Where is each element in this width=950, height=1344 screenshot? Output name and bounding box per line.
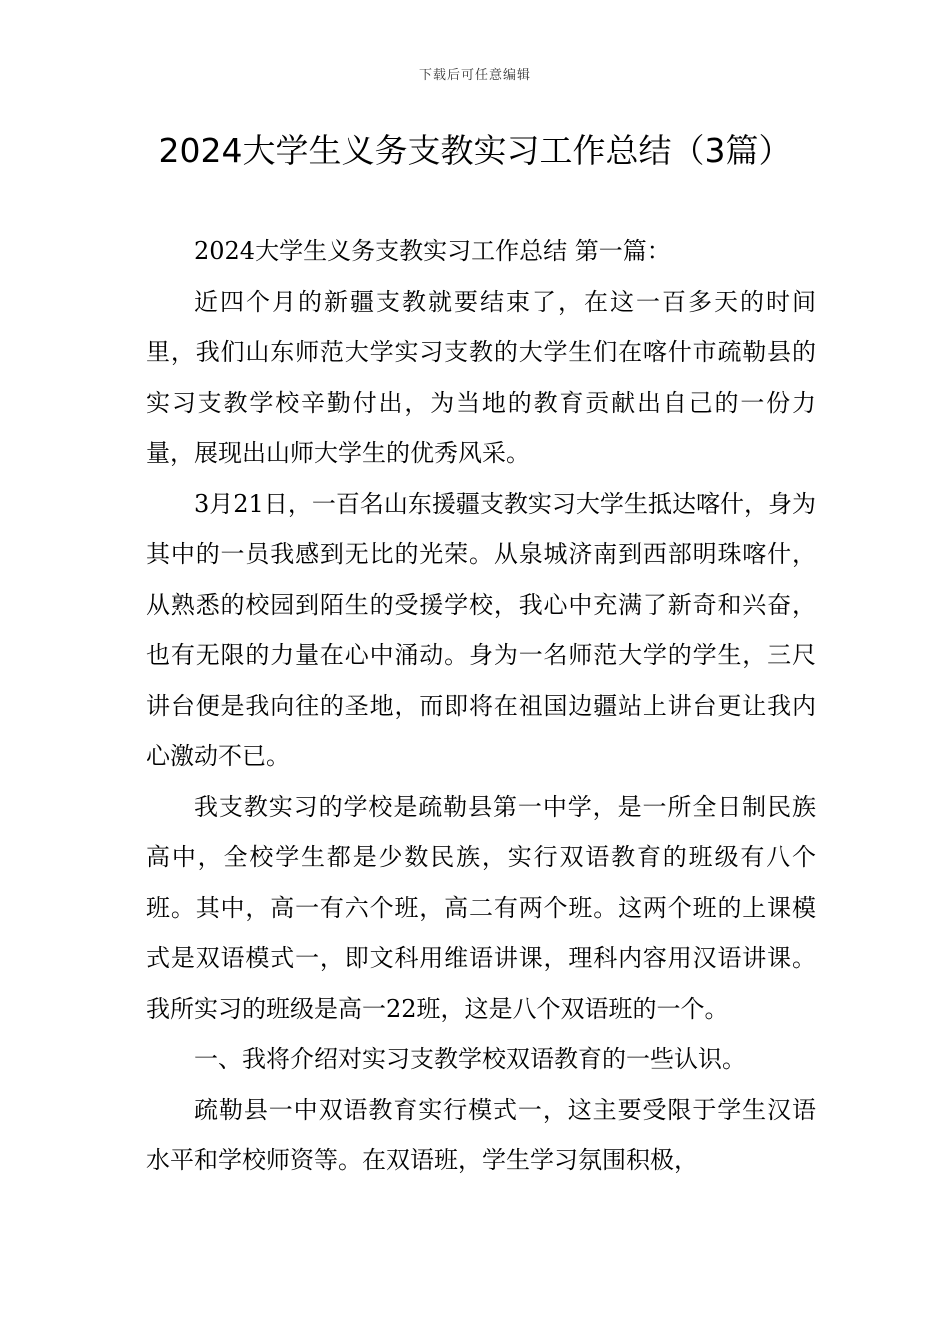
paragraph: 疏勒县一中双语教育实行模式一，这主要受限于学生汉语水平和学校师资等。在双语班，学生学习氛围积极， [146, 1095, 816, 1174]
paragraph: 近四个月的新疆支教就要结束了，在这一百多天的时间里，我们山东师范大学实习支教的大学生们在喀什市疏勒县的实习支教学校辛勤付出，为当地的教育贡献出自己的一份力量，展现出山师大学生的优秀风采。 [146, 287, 816, 467]
paragraph: 3月21日，一百名山东援疆支教实习大学生抵达喀什，身为其中的一员我感到无比的光荣。从泉城济南到西部明珠喀什，从熟悉的校园到陌生的受援学校，我心中充满了新奇和兴奋，也有无限的力量在心中涌动。身为一名师范大学的学生，三尺讲台便是我向往的圣地，而即将在祖国边疆站上讲台更让我内心激动不已。 [146, 489, 816, 770]
document-body [146, 226, 816, 1186]
section-subtitle: 2024大学生义务支教实习工作总结 第一篇： [194, 237, 671, 265]
paragraph: 一、我将介绍对实习支教学校双语教育的一些认识。 [194, 1045, 746, 1073]
document-title: 2024大学生义务支教实习工作总结（3篇） [158, 131, 792, 170]
header-note: 下载后可任意编辑 [418, 68, 531, 83]
paragraph: 我支教实习的学校是疏勒县第一中学，是一所全日制民族高中，全校学生都是少数民族，实行双语教育的班级有八个班。其中，高一有六个班，高二有两个班。这两个班的上课模式是双语模式一，即文科用维语讲课，理科内容用汉语讲课。我所实习的班级是高一22班，这是八个双语班的一个。 [146, 792, 816, 1023]
